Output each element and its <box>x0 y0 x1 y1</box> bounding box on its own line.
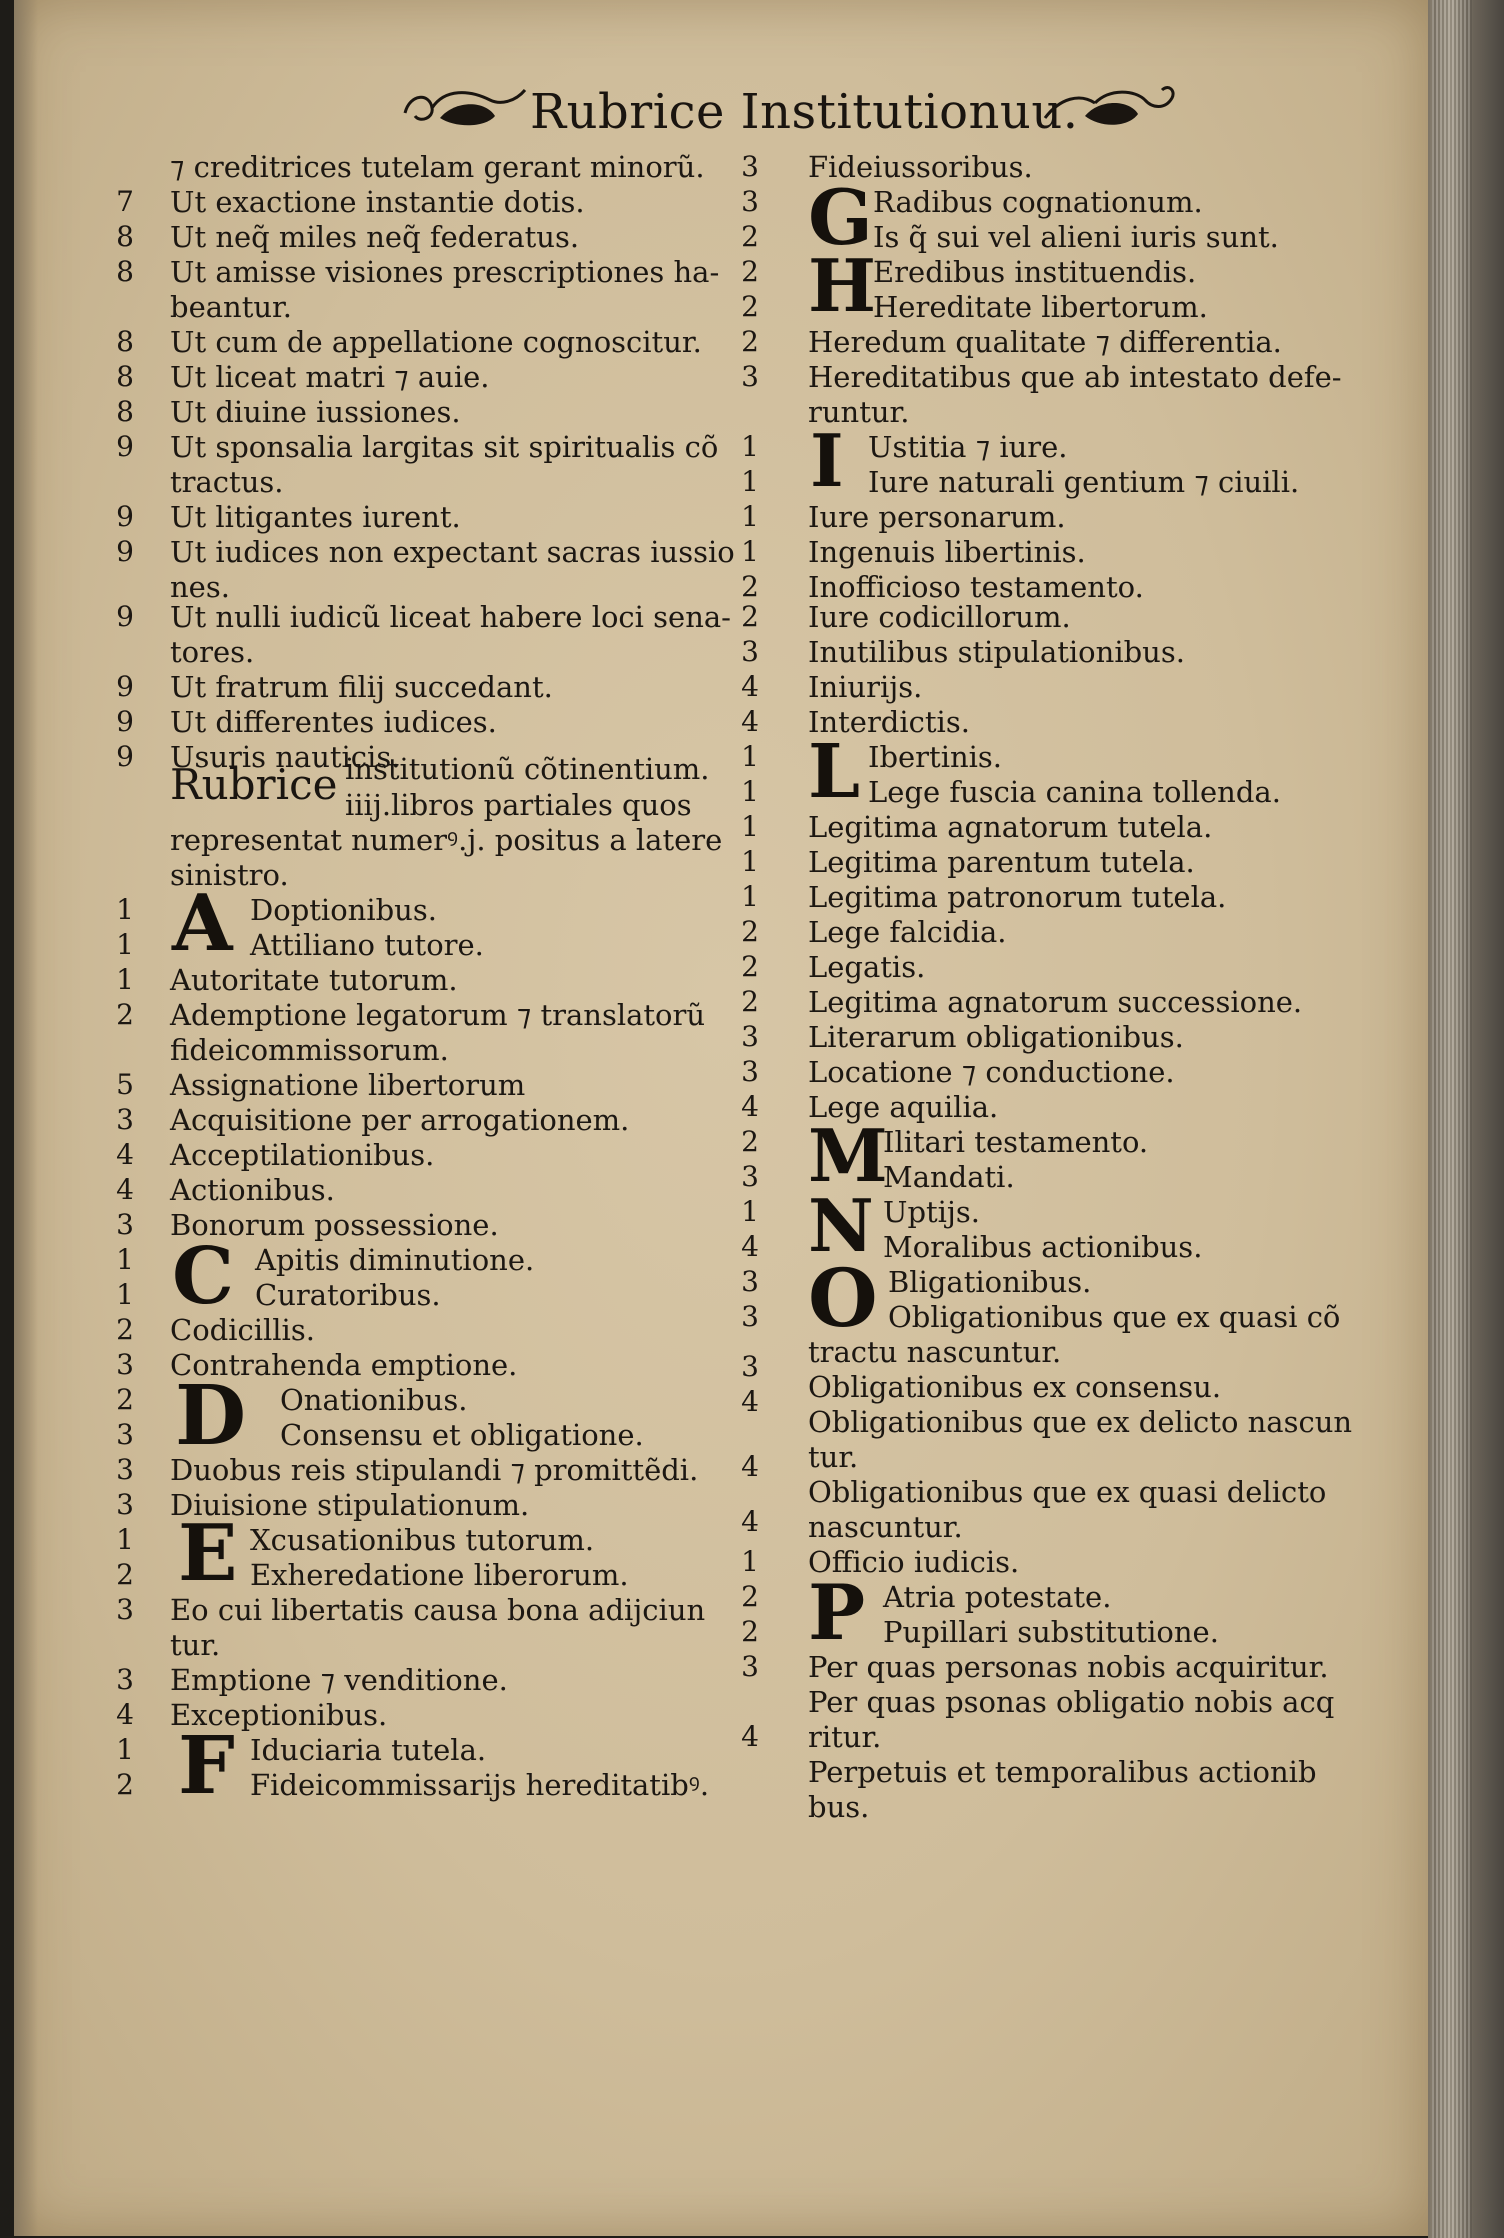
left-margin-number: 9 <box>116 600 134 633</box>
right-index-entry: Hereditatibus que ab intestato defe- <box>808 360 1342 394</box>
right-index-entry: Inutilibus stipulationibus. <box>808 635 1185 669</box>
middle-margin-number: 1 <box>741 1545 759 1578</box>
left-margin-number: 3 <box>116 1453 134 1486</box>
right-ornament-icon <box>1040 78 1180 138</box>
left-index-entry: Onationibus. <box>280 1383 468 1417</box>
left-index-entry: Apitis diminutione. <box>255 1243 535 1277</box>
left-index-entry: Doptionibus. <box>250 893 437 927</box>
left-index-entry: Acceptilationibus. <box>170 1138 435 1172</box>
initial-letter: O <box>808 1251 878 1345</box>
right-index-entry: Is q̃ sui vel alieni iuris sunt. <box>873 220 1279 254</box>
right-index-entry: Officio iudicis. <box>808 1545 1020 1579</box>
left-margin-number: 5 <box>116 1068 134 1101</box>
right-index-entry: Ibertinis. <box>868 740 1003 774</box>
page-gutter-shadow <box>14 0 38 2236</box>
right-index-entry: Ilitari testamento. <box>883 1125 1149 1159</box>
left-entry: Ut liceat matri ⁊ auie. <box>170 360 490 394</box>
left-margin-number: 9 <box>116 500 134 533</box>
left-index-entry: Curatoribus. <box>255 1278 441 1312</box>
right-index-entry: Iure personarum. <box>808 500 1066 534</box>
right-index-entry: Legatis. <box>808 950 926 984</box>
rubrica-line-2: iiij.libros partiales quos <box>345 788 692 822</box>
initial-letter: M <box>808 1113 888 1198</box>
right-index-entry: Radibus cognationum. <box>873 185 1203 219</box>
right-index-entry: tractu nascuntur. <box>808 1335 1062 1369</box>
left-index-entry: Xcusationibus tutorum. <box>250 1523 595 1557</box>
middle-margin-number: 1 <box>741 430 759 463</box>
left-index-entry: Acquisitione per arrogationem. <box>170 1103 630 1137</box>
left-index-entry: Contrahenda emptione. <box>170 1348 518 1382</box>
middle-margin-number: 1 <box>741 810 759 843</box>
left-entry: tores. <box>170 635 255 669</box>
right-index-entry: Iure codicillorum. <box>808 600 1071 634</box>
right-index-entry: Iure naturali gentium ⁊ ciuili. <box>868 465 1300 499</box>
middle-margin-number: 4 <box>741 1385 759 1418</box>
middle-margin-number: 3 <box>741 360 759 393</box>
left-entry: tractus. <box>170 465 284 499</box>
left-margin-number: 1 <box>116 1243 134 1276</box>
left-entry: Ut cum de appellatione cognoscitur. <box>170 325 702 359</box>
left-margin-number: 9 <box>116 535 134 568</box>
middle-margin-number: 2 <box>741 915 759 948</box>
left-margin-number: 8 <box>116 360 134 393</box>
middle-margin-number: 1 <box>741 465 759 498</box>
initial-letter: I <box>810 418 844 503</box>
left-entry: Ut differentes iudices. <box>170 705 497 739</box>
right-index-entry: Fideiussoribus. <box>808 150 1033 184</box>
right-index-entry: Per quas personas nobis acquiritur. <box>808 1650 1329 1684</box>
initial-letter: F <box>178 1718 235 1812</box>
middle-margin-number: 3 <box>741 1300 759 1333</box>
left-entry: beantur. <box>170 290 292 324</box>
rubrica-heading: Rubrice <box>170 760 338 809</box>
right-index-entry: Mandati. <box>883 1160 1015 1194</box>
initial-letter: N <box>808 1183 874 1268</box>
middle-margin-number: 3 <box>741 1265 759 1298</box>
initial-letter: A <box>172 878 233 969</box>
middle-margin-number: 1 <box>741 775 759 808</box>
left-margin-number: 1 <box>116 1733 134 1766</box>
left-entry: Ut fratrum filij succedant. <box>170 670 553 704</box>
left-margin-number: 2 <box>116 1768 134 1801</box>
right-index-entry: Legitima parentum tutela. <box>808 845 1195 879</box>
left-index-entry: Exheredatione liberorum. <box>250 1558 629 1592</box>
middle-margin-number: 1 <box>741 880 759 913</box>
left-entry: Usuris nauticis. <box>170 740 401 774</box>
initial-letter: P <box>808 1568 866 1657</box>
left-entry: Ut neq̃ miles neq̃ federatus. <box>170 220 580 254</box>
right-index-entry: Per quas psonas obligatio nobis acq <box>808 1685 1335 1719</box>
left-margin-number: 1 <box>116 963 134 996</box>
left-margin-number: 3 <box>116 1348 134 1381</box>
right-index-entry: Moralibus actionibus. <box>883 1230 1203 1264</box>
left-index-entry: Iduciaria tutela. <box>250 1733 487 1767</box>
page-title: Rubrice Institutionuu. <box>530 84 1079 140</box>
right-index-entry: Pupillari substitutione. <box>883 1615 1219 1649</box>
middle-margin-number: 1 <box>741 535 759 568</box>
right-index-entry: Uptijs. <box>883 1195 981 1229</box>
right-index-entry: Inofficioso testamento. <box>808 570 1144 604</box>
right-index-entry: Obligationibus que ex delicto nascun <box>808 1405 1353 1439</box>
initial-letter: H <box>808 243 877 328</box>
left-margin-number: 8 <box>116 220 134 253</box>
middle-margin-number: 3 <box>741 185 759 218</box>
right-index-entry: Obligationibus ex consensu. <box>808 1370 1222 1404</box>
left-margin-number: 3 <box>116 1488 134 1521</box>
middle-margin-number: 1 <box>741 1195 759 1228</box>
right-index-entry: Lege aquilia. <box>808 1090 999 1124</box>
left-margin-number: 8 <box>116 255 134 288</box>
left-margin-number: 2 <box>116 1558 134 1591</box>
left-margin-number: 9 <box>116 670 134 703</box>
right-index-entry: Legitima patronorum tutela. <box>808 880 1227 914</box>
right-index-entry: runtur. <box>808 395 910 429</box>
left-index-entry: Attiliano tutore. <box>250 928 484 962</box>
left-index-entry: Eo cui libertatis causa bona adijciun <box>170 1593 706 1627</box>
left-margin-number: 8 <box>116 395 134 428</box>
left-index-entry: Fideicommissarijs hereditatibꝰ. <box>250 1768 710 1802</box>
middle-margin-number: 4 <box>741 1230 759 1263</box>
middle-margin-number: 3 <box>741 1160 759 1193</box>
left-margin-number: 9 <box>116 705 134 738</box>
left-margin-number: 3 <box>116 1103 134 1136</box>
right-index-entry: Lege fuscia canina tollenda. <box>868 775 1281 809</box>
left-index-entry: Autoritate tutorum. <box>170 963 458 997</box>
left-margin-number: 2 <box>116 1313 134 1346</box>
left-margin-number: 8 <box>116 325 134 358</box>
right-index-entry: Lege falcidia. <box>808 915 1007 949</box>
left-entry: Ut sponsalia largitas sit spiritualis cõ <box>170 430 719 464</box>
initial-letter: G <box>808 173 873 262</box>
left-index-entry: Ademptione legatorum ⁊ translatorũ <box>170 998 706 1032</box>
right-index-entry: Eredibus instituendis. <box>873 255 1197 289</box>
middle-margin-number: 2 <box>741 220 759 253</box>
middle-margin-number: 3 <box>741 150 759 183</box>
left-index-entry: Assignatione libertorum <box>170 1068 526 1102</box>
middle-margin-number: 3 <box>741 1650 759 1683</box>
right-index-entry: Iniurijs. <box>808 670 923 704</box>
right-index-entry: Ustitia ⁊ iure. <box>868 430 1068 464</box>
middle-margin-number: 1 <box>741 500 759 533</box>
left-entry: Ut nulli iudicũ liceat habere loci sena- <box>170 600 731 634</box>
rubrica-line-4: sinistro. <box>170 858 289 892</box>
left-margin-number: 1 <box>116 1523 134 1556</box>
right-index-entry: ritur. <box>808 1720 882 1754</box>
left-margin-number: 9 <box>116 740 134 773</box>
left-index-entry: Actionibus. <box>170 1173 335 1207</box>
left-margin-number: 3 <box>116 1418 134 1451</box>
middle-margin-number: 2 <box>741 1580 759 1613</box>
left-index-entry: fideicommissorum. <box>170 1033 449 1067</box>
page-edge-lines <box>1432 0 1472 2238</box>
left-index-entry: Exceptionibus. <box>170 1698 388 1732</box>
right-index-entry: Obligationibus que ex quasi cõ <box>888 1300 1341 1334</box>
middle-margin-number: 2 <box>741 325 759 358</box>
page-header <box>400 70 1180 150</box>
left-ornament-icon <box>400 78 530 138</box>
left-margin-number: 3 <box>116 1593 134 1626</box>
initial-letter: E <box>178 1508 238 1599</box>
middle-margin-number: 4 <box>741 670 759 703</box>
middle-margin-number: 1 <box>741 740 759 773</box>
middle-margin-number: 2 <box>741 290 759 323</box>
middle-margin-number: 4 <box>741 1505 759 1538</box>
left-margin-number: 2 <box>116 998 134 1031</box>
initial-letter: D <box>175 1368 247 1464</box>
left-entry: Ut iudices non expectant sacras iussio <box>170 535 735 569</box>
left-entry: Ut diuine iussiones. <box>170 395 461 429</box>
left-margin-number: 3 <box>116 1208 134 1241</box>
left-index-entry: Duobus reis stipulandi ⁊ promittẽdi. <box>170 1453 699 1487</box>
left-margin-number: 3 <box>116 1663 134 1696</box>
right-index-entry: Hereditate libertorum. <box>873 290 1208 324</box>
rubrica-line-1: institutionũ cõtinentium. <box>345 752 710 786</box>
left-entry: Ut litigantes iurent. <box>170 500 461 534</box>
right-index-entry: Locatione ⁊ conductione. <box>808 1055 1175 1089</box>
right-index-entry: Perpetuis et temporalibus actionib <box>808 1755 1317 1789</box>
middle-margin-number: 2 <box>741 950 759 983</box>
right-index-entry: Atria potestate. <box>883 1580 1112 1614</box>
left-margin-number: 1 <box>116 1278 134 1311</box>
middle-margin-number: 2 <box>741 255 759 288</box>
left-margin-number: 1 <box>116 893 134 926</box>
middle-margin-number: 3 <box>741 1020 759 1053</box>
left-margin-number: 7 <box>116 185 134 218</box>
middle-margin-number: 3 <box>741 1350 759 1383</box>
left-margin-number: 4 <box>116 1173 134 1206</box>
right-index-entry: Bligationibus. <box>888 1265 1092 1299</box>
right-index-entry: Legitima agnatorum successione. <box>808 985 1303 1019</box>
right-index-entry: tur. <box>808 1440 859 1474</box>
right-index-entry: Interdictis. <box>808 705 970 739</box>
left-index-entry: tur. <box>170 1628 221 1662</box>
left-entry: Ut exactione instantie dotis. <box>170 185 585 219</box>
right-index-entry: bus. <box>808 1790 870 1824</box>
right-index-entry: Legitima agnatorum tutela. <box>808 810 1213 844</box>
left-margin-number: 4 <box>116 1698 134 1731</box>
middle-margin-number: 3 <box>741 635 759 668</box>
left-entry: ⁊ creditrices tutelam gerant minorũ. <box>170 150 705 184</box>
left-index-entry: Bonorum possessione. <box>170 1208 499 1242</box>
right-index-entry: nascuntur. <box>808 1510 963 1544</box>
left-margin-number: 2 <box>116 1383 134 1416</box>
left-margin-number: 4 <box>116 1138 134 1171</box>
left-index-entry: Consensu et obligatione. <box>280 1418 644 1452</box>
left-margin-number: 1 <box>116 928 134 961</box>
left-index-entry: Codicillis. <box>170 1313 315 1347</box>
middle-margin-number: 2 <box>741 570 759 603</box>
left-index-entry: Diuisione stipulationum. <box>170 1488 530 1522</box>
middle-margin-number: 4 <box>741 1450 759 1483</box>
right-index-entry: Heredum qualitate ⁊ differentia. <box>808 325 1282 359</box>
right-index-entry: Ingenuis libertinis. <box>808 535 1086 569</box>
middle-margin-number: 1 <box>741 845 759 878</box>
left-entry: nes. <box>170 570 230 604</box>
middle-margin-number: 2 <box>741 1125 759 1158</box>
middle-margin-number: 2 <box>741 1615 759 1648</box>
right-index-entry: Obligationibus que ex quasi delicto <box>808 1475 1327 1509</box>
left-entry: Ut amisse visiones prescriptiones ha- <box>170 255 720 289</box>
middle-margin-number: 4 <box>741 1720 759 1753</box>
rubrica-line-3: representat numerꝰ.j. positus a latere <box>170 823 723 857</box>
middle-margin-number: 4 <box>741 705 759 738</box>
left-index-entry: Emptione ⁊ venditione. <box>170 1663 508 1697</box>
middle-margin-number: 3 <box>741 1055 759 1088</box>
left-margin-number: 9 <box>116 430 134 463</box>
initial-letter: C <box>172 1231 235 1322</box>
middle-margin-number: 4 <box>741 1090 759 1123</box>
right-index-entry: Literarum obligationibus. <box>808 1020 1184 1054</box>
middle-margin-number: 2 <box>741 600 759 633</box>
initial-letter: L <box>808 729 861 815</box>
middle-margin-number: 2 <box>741 985 759 1018</box>
